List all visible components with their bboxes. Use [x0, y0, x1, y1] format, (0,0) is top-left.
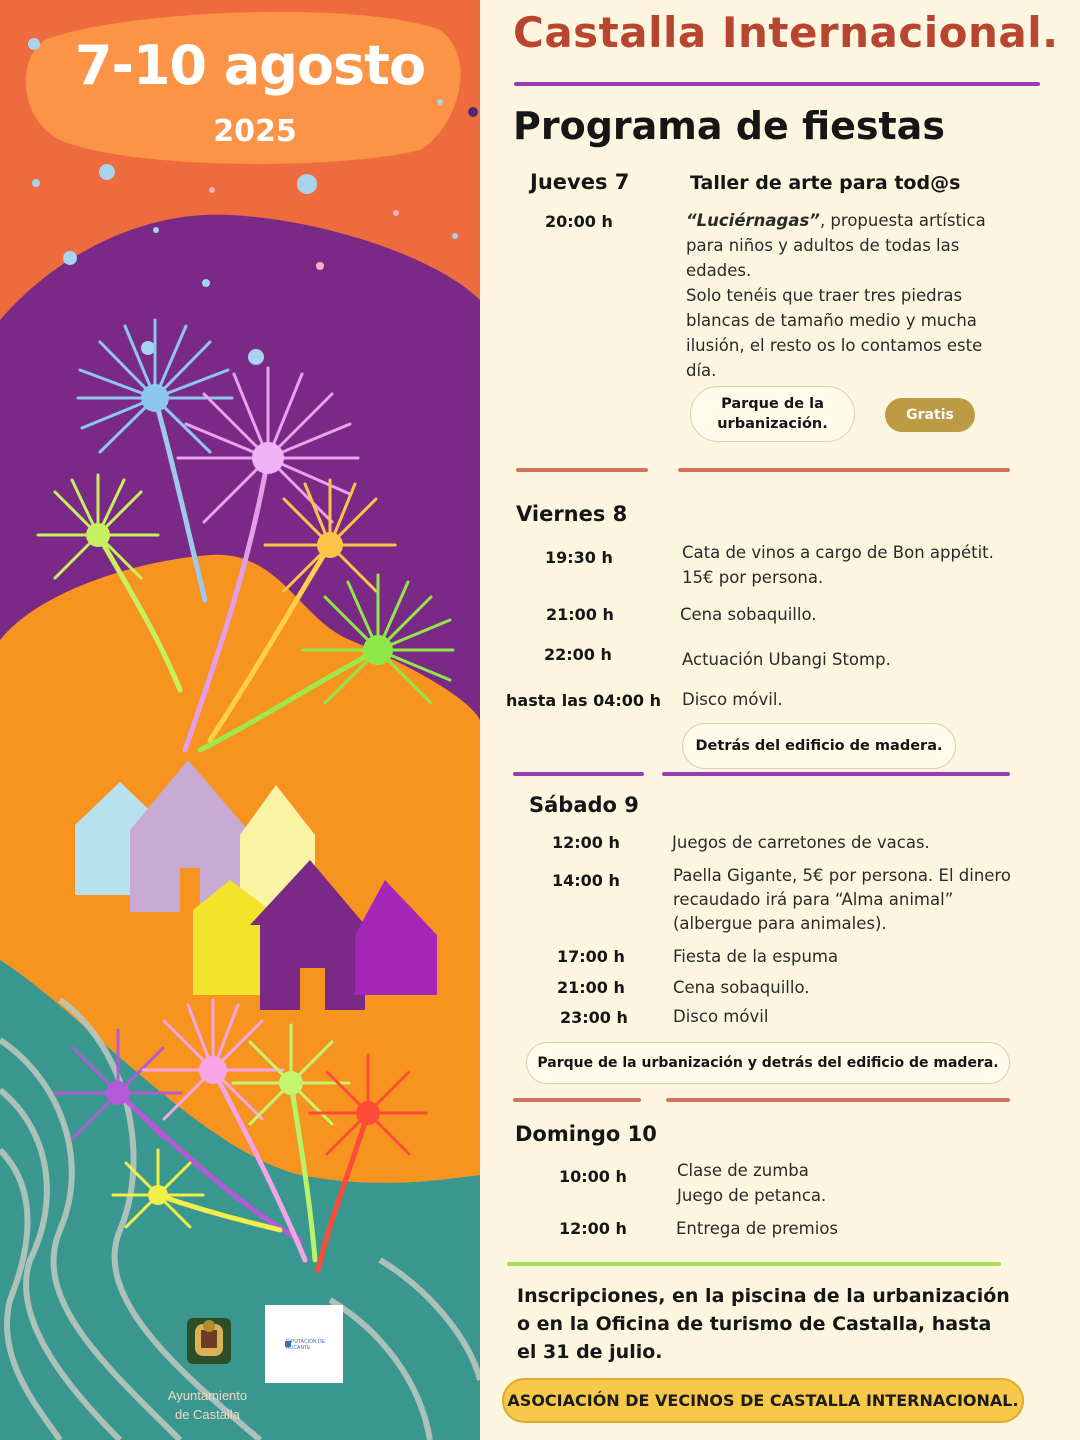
sabado-divider-left: [513, 1098, 641, 1102]
viernes-time-4: hasta las 04:00 h: [506, 691, 661, 710]
jueves-desc-em: “Luciérnagas”: [686, 211, 820, 230]
domingo-time-2: 12:00 h: [559, 1219, 627, 1238]
ayuntamiento-logo: [170, 1305, 248, 1383]
logo-caption: [150, 1386, 265, 1424]
diputacion-logo-text: DIPUTACIÓN DE ALICANTE: [286, 1339, 325, 1351]
sabado-time-4: 21:00 h: [557, 978, 625, 997]
sabado-desc-1: Juegos de carretones de vacas.: [672, 833, 930, 852]
jueves-location-pill: Parque de la urbanización.: [690, 386, 855, 442]
landscape-illustration: [0, 0, 480, 1440]
event-year: 2025: [213, 114, 297, 149]
domingo-divider: [507, 1262, 1001, 1266]
domingo-time-1: 10:00 h: [559, 1167, 627, 1186]
sabado-time-3: 17:00 h: [557, 947, 625, 966]
sabado-desc-4: Cena sobaquillo.: [673, 978, 810, 997]
viernes-desc-1a: Cata de vinos a cargo de Bon appétit.: [682, 543, 994, 562]
viernes-time-2: 21:00 h: [546, 605, 614, 624]
day-domingo: Domingo 10: [515, 1122, 657, 1146]
sabado-desc-3: Fiesta de la espuma: [673, 947, 839, 966]
domingo-desc-1b: Juego de petanca.: [677, 1186, 827, 1205]
page-subtitle: Programa de fiestas: [513, 104, 945, 148]
sabado-time-1: 12:00 h: [552, 833, 620, 852]
page-title: Castalla Internacional.: [513, 8, 1059, 57]
sabado-time-2: 14:00 h: [552, 871, 620, 890]
viernes-desc-1b: 15€ por persona.: [682, 568, 824, 587]
jueves-description: [686, 208, 1006, 383]
jueves-divider-right: [678, 468, 1010, 472]
inscriptions-note: Inscripciones, en la piscina de la urbanización o en la Oficina de turismo de Castalla, hasta el 31 de julio.: [517, 1285, 1010, 1363]
poster-illustration: [0, 0, 480, 1440]
viernes-time-1: 19:30 h: [545, 548, 613, 567]
sabado-time-5: 23:00 h: [560, 1008, 628, 1027]
sabado-desc-5: Disco móvil: [673, 1007, 769, 1026]
jueves-time: 20:00 h: [545, 212, 613, 231]
jueves-heading: Taller de arte para tod@s: [690, 172, 961, 194]
day-viernes: Viernes 8: [516, 502, 628, 526]
viernes-desc-2: Cena sobaquillo.: [680, 605, 817, 624]
domingo-desc-1: [677, 1158, 826, 1208]
sabado-location-pill: Parque de la urbanización y detrás del edificio de madera.: [526, 1042, 1010, 1084]
jueves-desc-1: , propuesta artística para niños y adultos de todas las edades.: [686, 211, 986, 280]
domingo-desc-2: Entrega de premios: [676, 1219, 839, 1238]
day-jueves: Jueves 7: [530, 170, 630, 194]
viernes-divider-right: [662, 772, 1010, 776]
viernes-desc-3: Actuación Ubangi Stomp.: [682, 650, 891, 669]
program-column: [480, 0, 1080, 1440]
viernes-desc-4: Disco móvil.: [682, 690, 783, 709]
day-sabado: Sábado 9: [529, 793, 639, 817]
jueves-desc-2: Solo tenéis que traer tres piedras blancas de tamaño medio y mucha ilusión, el resto os lo contamos este día.: [686, 286, 983, 380]
association-banner: ASOCIACIÓN DE VECINOS DE CASTALLA INTERNACIONAL.: [502, 1378, 1024, 1423]
logo-caption-line1: Ayuntamiento: [167, 1388, 248, 1403]
logo-caption-line2: de Castalla: [174, 1407, 241, 1422]
viernes-desc-1: [682, 540, 1022, 590]
event-dates: 7-10 agosto: [74, 34, 426, 97]
viernes-location-pill: Detrás del edificio de madera.: [682, 723, 956, 769]
viernes-divider-left: [513, 772, 644, 776]
title-divider: [514, 82, 1040, 86]
free-badge: Gratis: [885, 398, 975, 432]
sabado-desc-2: Paella Gigante, 5€ por persona. El dinero recaudado irá para “Alma animal” (albergue para animales).: [673, 866, 1011, 933]
domingo-desc-1a: Clase de zumba: [677, 1161, 809, 1180]
jueves-divider-left: [516, 468, 648, 472]
viernes-time-3: 22:00 h: [544, 645, 612, 664]
sabado-divider-right: [666, 1098, 1010, 1102]
